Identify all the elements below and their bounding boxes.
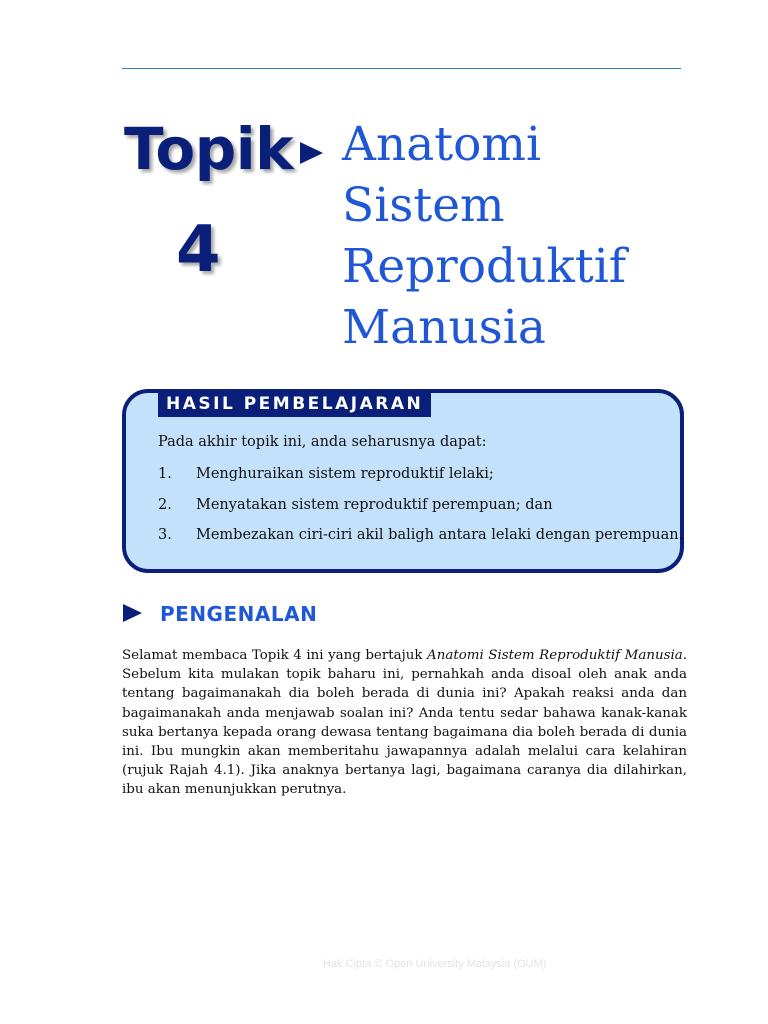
section-heading: PENGENALAN (160, 602, 318, 626)
learning-outcome-item (158, 465, 494, 483)
title-arrow-icon (300, 142, 323, 164)
chapter-title-line: Anatomi (342, 117, 542, 172)
learning-outcome-text: Menyatakan sistem reproduktif perempuan; dan (196, 497, 553, 513)
section-arrow-icon (123, 604, 142, 622)
header-rule (122, 68, 681, 69)
learning-outcome-text: Membezakan ciri-ciri akil baligh antara lelaki dengan perempuan. (196, 527, 684, 543)
paragraph-italic-title: Anatomi Sistem Reproduktif Manusia (427, 648, 683, 663)
chapter-title-line: Manusia (342, 300, 546, 355)
learning-outcome-item (158, 496, 553, 514)
learning-outcome-number: 2. (158, 497, 172, 513)
learning-outcome-text: Menghuraikan sistem reproduktif lelaki; (196, 466, 494, 482)
chapter-label: Topik (124, 115, 294, 183)
paragraph-text: Selamat membaca Topik 4 ini yang bertajuk (122, 648, 428, 663)
chapter-title-line: Sistem (342, 178, 505, 233)
learning-outcome-number: 1. (158, 466, 172, 482)
introduction-paragraph (122, 646, 687, 800)
learning-outcomes-intro: Pada akhir topik ini, anda seharusnya dapat: (158, 434, 487, 450)
chapter-title-line: Reproduktif (342, 239, 627, 294)
learning-outcome-item (158, 526, 683, 544)
learning-outcome-number: 3. (158, 527, 172, 543)
copyright-text: Hak Cipta © Open University Malaysia (OUM) (323, 958, 547, 970)
chapter-number: 4 (176, 213, 221, 287)
chapter-title (342, 114, 682, 358)
paragraph-text: . Sebelum kita mulakan topik baharu ini, pernahkah anda disoal oleh anak anda tentang bagaimanakah dia boleh berada di dunia ini? Apakah reaksi anda dan bagaimanakah anda menjawab soalan ini? Anda tentu sedar bahawa kanak-kanak suka bertanya kepada orang dewasa tentang bagaimana dia boleh berada di dunia ini. Ibu mungkin akan memberitahu jawapannya adalah melalui cara kelahiran (rujuk Rajah 4.1). Jika anaknya bertanya lagi, bagaimana caranya dia dilahirkan, ibu akan menunjukkan perutnya. (122, 648, 687, 798)
learning-outcomes-heading: HASIL PEMBELAJARAN (158, 391, 431, 417)
